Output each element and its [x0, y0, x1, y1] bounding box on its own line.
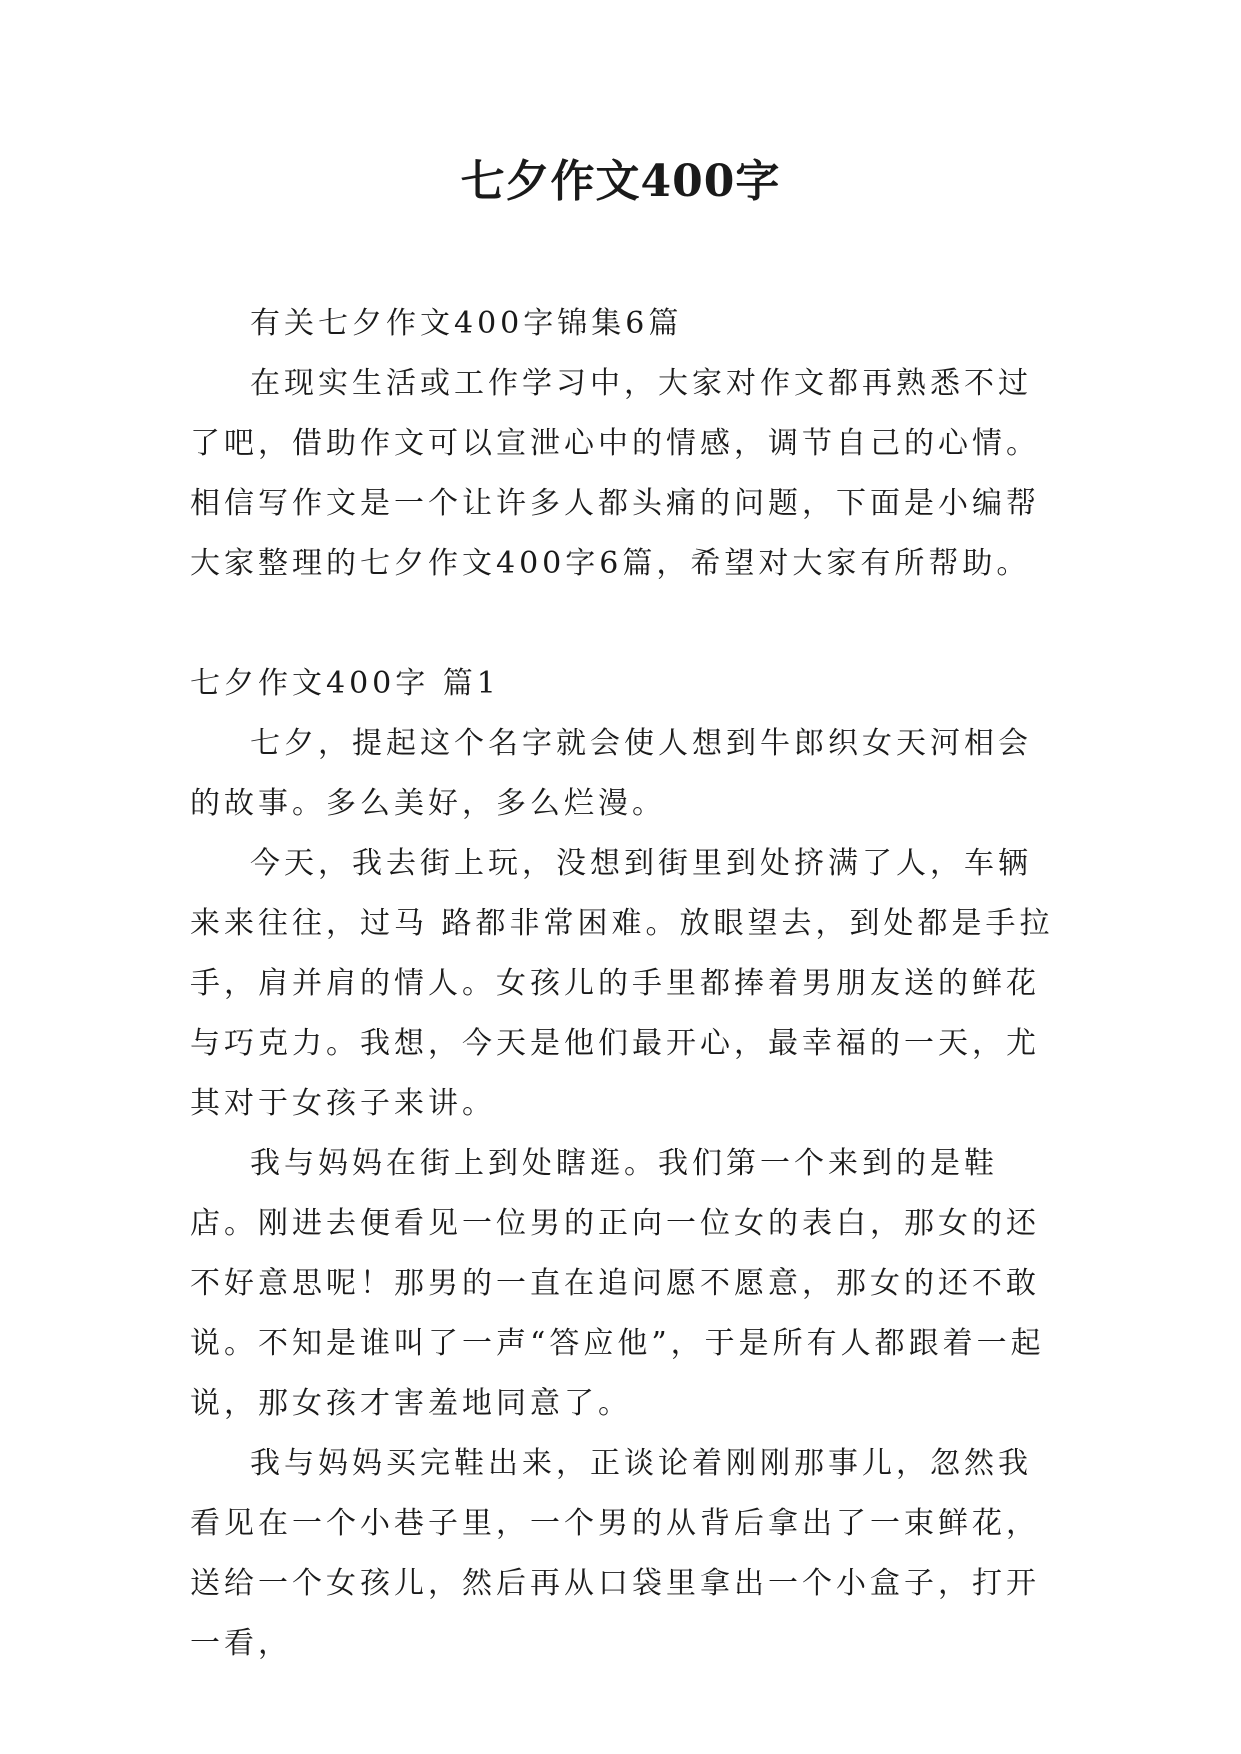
document-title: 七夕作文400字 [460, 156, 781, 207]
section-spacer [190, 594, 1058, 654]
body-paragraph-1: 七夕，提起这个名字就会使人想到牛郎织女天河相会的故事。多么美好，多么烂漫。 [190, 726, 1032, 821]
body-paragraph-3: 我与妈妈在街上到处瞎逛。我们第一个来到的是鞋店。刚进去便看见一位男的正向一位女的表白，那女的还不好意思呢！那男的一直在追问愿不愿意，那女的还不敢说。不知是谁叫了一声“答应他”，于是所有人都跟着一起说，那女孩才害羞地同意了。 [190, 1146, 1045, 1421]
document-body [190, 294, 1058, 1674]
section-heading: 七夕作文400字 篇1 [190, 666, 500, 701]
intro-paragraph: 在现实生活或工作学习中，大家对作文都再熟悉不过了吧，借助作文可以宣泄心中的情感，调节自己的心情。相信写作文是一个让许多人都头痛的问题，下面是小编帮大家整理的七夕作文400字6篇，希望对大家有所帮助。 [190, 366, 1040, 581]
document-subtitle: 有关七夕作文400字锦集6篇 [250, 306, 683, 341]
body-paragraph-4: 我与妈妈买完鞋出来，正谈论着刚刚那事儿，忽然我看见在一个小巷子里，一个男的从背后拿出了一束鲜花，送给一个女孩儿，然后再从口袋里拿出一个小盒子，打开一看， [190, 1446, 1040, 1661]
body-paragraph-2: 今天，我去街上玩，没想到街里到处挤满了人，车辆来来往往，过马 路都非常困难。放眼望去，到处都是手拉手，肩并肩的情人。女孩儿的手里都捧着男朋友送的鲜花与巧克力。我想，今天是他们最开心，最幸福的一天，尤其对于女孩子来讲。 [190, 846, 1054, 1121]
